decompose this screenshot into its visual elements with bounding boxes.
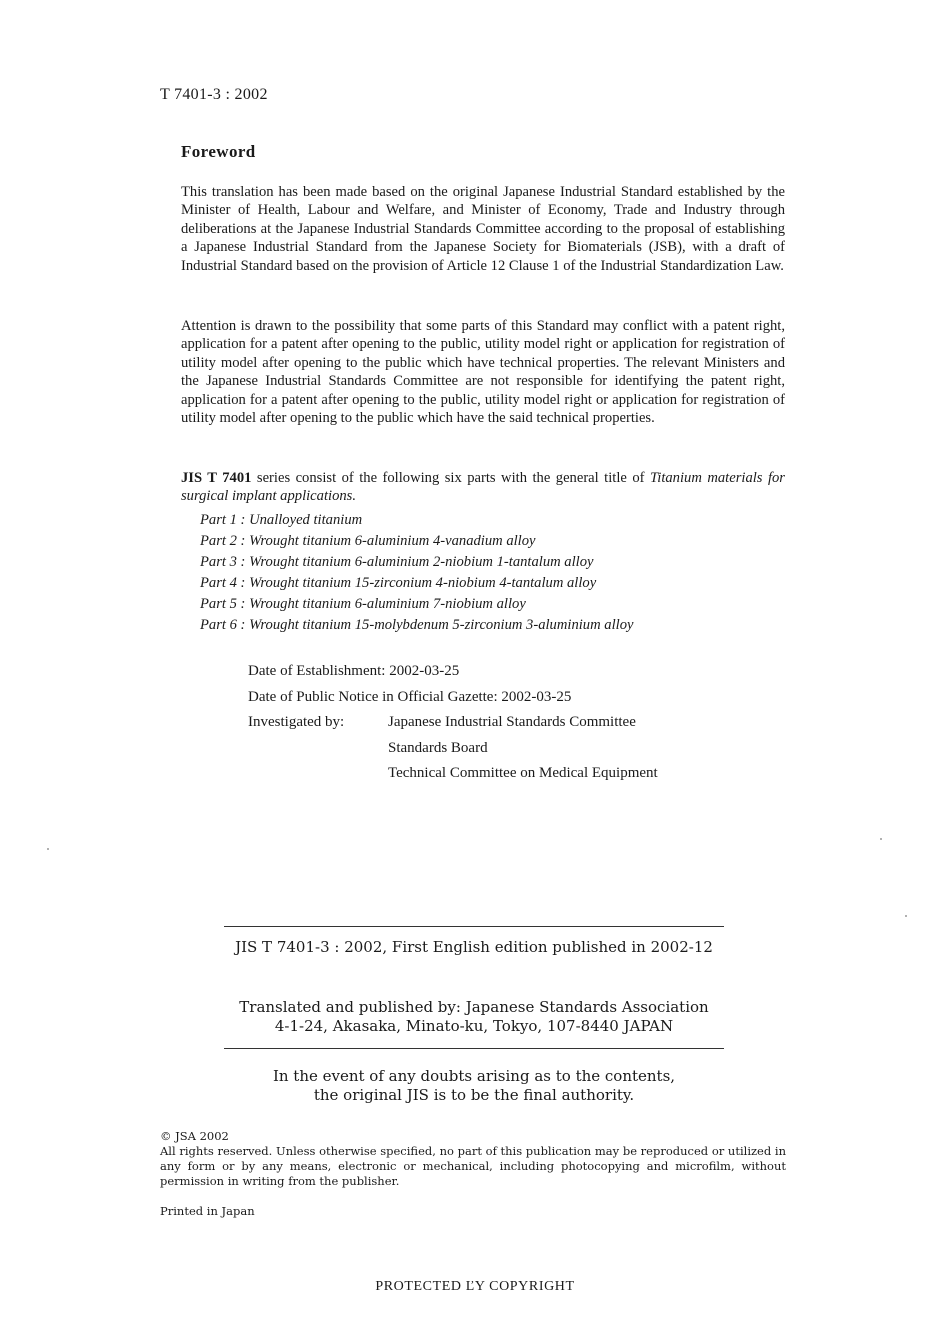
copyright-block: [160, 1129, 786, 1189]
part-title: Wrought titanium 6-aluminium 4-vanadium alloy: [249, 533, 536, 549]
investigator-row: [248, 736, 658, 762]
part-title: Wrought titanium 15-zirconium 4-niobium 4-tantalum alloy: [249, 575, 597, 591]
series-code: JIS T 7401: [181, 470, 252, 486]
translated-by: Translated and published by: Japanese Standards Association: [239, 998, 709, 1016]
part-title: Unalloyed titanium: [249, 512, 363, 528]
list-item: [200, 615, 633, 636]
foreword-heading: Foreword: [181, 142, 256, 161]
list-item: [200, 510, 633, 531]
copyright-footer: PROTECTED ĽY COPYRIGHT: [375, 1279, 575, 1294]
publisher-address: 4-1-24, Akasaka, Minato-ku, Tokyo, 107-8440 JAPAN: [274, 1017, 674, 1035]
part-label: Part 3 :: [200, 554, 246, 570]
part-title: Wrought titanium 6-aluminium 7-niobium alloy: [249, 596, 526, 612]
part-label: Part 6 :: [200, 617, 246, 633]
investigated-by: [248, 710, 658, 736]
divider-bottom: [224, 1048, 724, 1049]
divider-top: [224, 926, 724, 927]
document-code: T 7401-3 : 2002: [160, 86, 268, 103]
foreword-paragraph-1: This translation has been made based on the original Japanese Industrial Standard established by the Minister of Health, Labour and Welfare, and Minister of Economy, Trade and Industry through deliberations at the Japanese Industrial Standards Committee according to the proposal of establishing a Japanese Industrial Standard from the Japanese Society for Biomaterials (JSB), with a draft of Industrial Standard based on the provision of Article 12 Clause 1 of the Industrial Standardization Law.: [181, 184, 785, 274]
list-item: [200, 531, 633, 552]
establishment-date: Date of Establishment: 2002-03-25: [248, 663, 460, 679]
printed-in: Printed in Japan: [160, 1204, 255, 1218]
part-label: Part 5 :: [200, 596, 246, 612]
investigator-row: [248, 761, 658, 787]
investigator: Standards Board: [388, 739, 488, 756]
foreword-paragraph-2: Attention is drawn to the possibility that some parts of this Standard may conflict with a patent right, application for a patent after opening to the public, utility model right or application for registration of utility model after opening to the public which have technical properties. The relevant Ministers and the Japanese Industrial Standards Committee are not responsible for identifying the patent right, application for a patent after opening to the public, utility model right or application for registration of utility model after opening to the public which have the said technical properties.: [181, 318, 785, 427]
scan-speck: [905, 915, 907, 917]
part-label: Part 4 :: [200, 575, 246, 591]
series-paragraph: [181, 469, 785, 506]
investigated-label: Investigated by:: [248, 714, 345, 730]
publisher-block: [224, 998, 724, 1036]
scan-speck: [47, 848, 49, 850]
authority-line-2: the original JIS is to be the final authority.: [313, 1086, 635, 1104]
list-item: [200, 594, 633, 615]
parts-list: [200, 510, 633, 636]
establishment-info: [248, 659, 658, 787]
authority-line-1: In the event of any doubts arising as to the contents,: [272, 1067, 676, 1085]
copyright-line: © JSA 2002: [160, 1129, 229, 1143]
part-title: Wrought titanium 15-molybdenum 5-zirconium 3-aluminium alloy: [249, 617, 634, 633]
investigator: Technical Committee on Medical Equipment: [388, 765, 658, 781]
part-label: Part 2 :: [200, 533, 246, 549]
series-title: Titanium materials for surgical implant applications.: [181, 470, 785, 505]
part-title: Wrought titanium 6-aluminium 2-niobium 1-tantalum alloy: [249, 554, 594, 570]
part-label: Part 1 :: [200, 512, 246, 528]
scan-speck: [880, 838, 882, 840]
public-notice-date: Date of Public Notice in Official Gazette: 2002-03-25: [248, 688, 572, 705]
list-item: [200, 552, 633, 573]
authority-note: [224, 1067, 724, 1105]
rights-notice: All rights reserved. Unless otherwise specified, no part of this publication may be reproduced or utilized in any form or by any means, electronic or mechanical, including photocopying and microfilm, without permission in writing from the publisher.: [160, 1144, 786, 1188]
investigator: Japanese Industrial Standards Committee: [388, 714, 636, 730]
list-item: [200, 573, 633, 594]
series-text: series consist of the following six parts with the general title of: [251, 470, 650, 486]
edition-line: JIS T 7401-3 : 2002, First English edition published in 2002-12: [235, 938, 713, 956]
